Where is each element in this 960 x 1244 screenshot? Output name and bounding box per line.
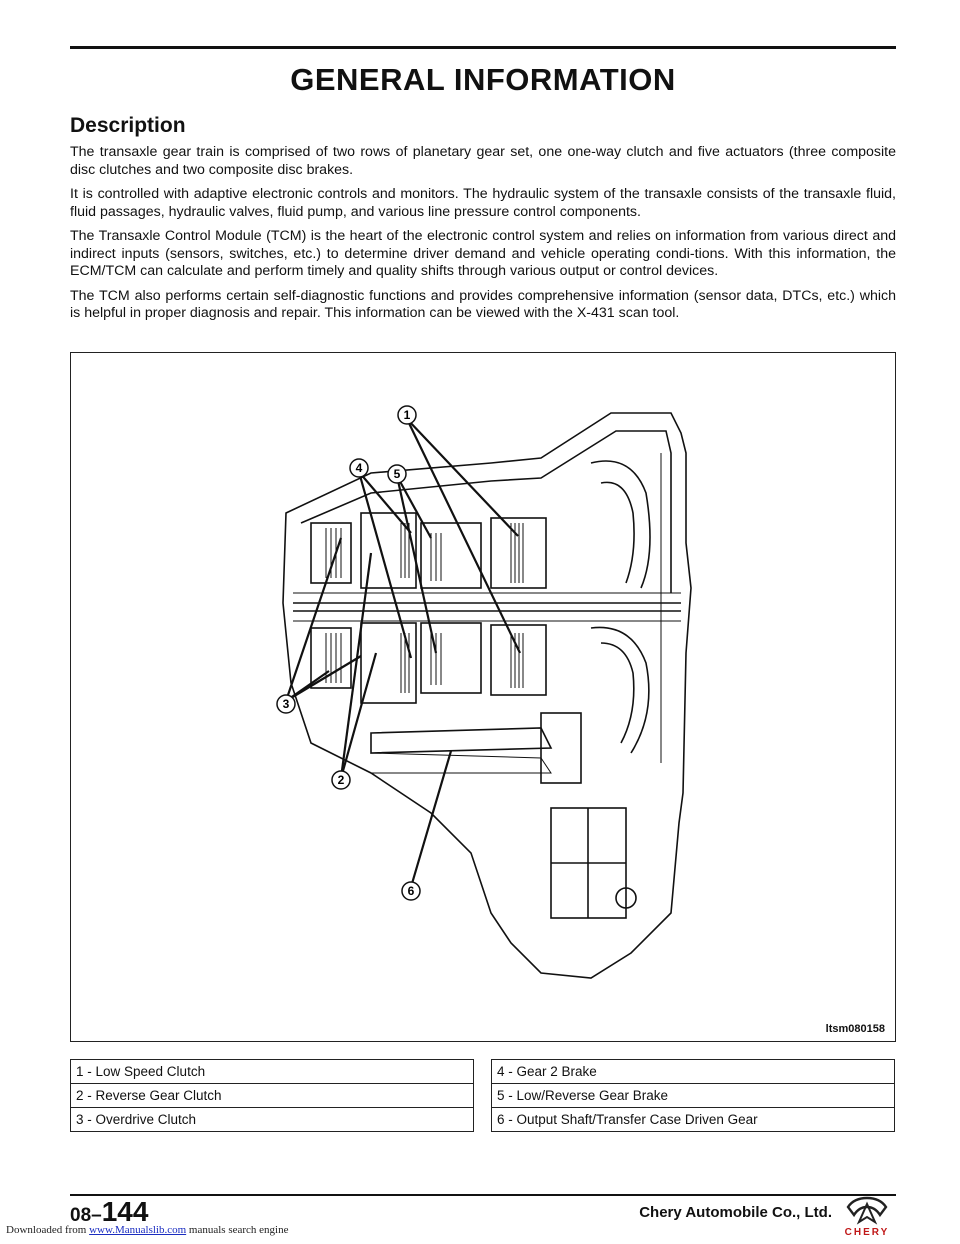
company-name: Chery Automobile Co., Ltd. bbox=[639, 1204, 832, 1221]
legend-item: 2 - Reverse Gear Clutch bbox=[71, 1084, 474, 1108]
top-rule bbox=[70, 46, 896, 49]
paragraph: The transaxle gear train is comprised of two rows of planetary gear set, one one-way clutch and five actuators (three composite disc clutches and two composite disc brakes. bbox=[70, 144, 896, 178]
paragraph: The TCM also performs certain self-diagnostic functions and provides comprehensive information (sensor data, DTCs, etc.) which is helpful in proper diagnosis and repair. This information can be viewed with the X-431 scan tool. bbox=[70, 287, 896, 321]
manualslib-link[interactable]: www.Manualslib.com bbox=[89, 1224, 187, 1236]
callout-label-2: 2 bbox=[337, 773, 345, 787]
callout-label-1: 1 bbox=[403, 408, 411, 422]
chery-logo-text: CHERY bbox=[844, 1227, 890, 1238]
callout-label-5: 5 bbox=[393, 467, 401, 481]
section-number: 08– bbox=[70, 1205, 102, 1226]
callout-label-6: 6 bbox=[407, 884, 415, 898]
paragraph: It is controlled with adaptive electronic controls and monitors. The hydraulic system of the transaxle consists of the transaxle fluid, fluid passages, hydraulic valves, fluid pump, and various line pressure control components. bbox=[70, 186, 896, 220]
page-num: 144 bbox=[101, 1196, 149, 1227]
bottom-rule bbox=[70, 1194, 896, 1196]
legend-item: 3 - Overdrive Clutch bbox=[71, 1108, 474, 1132]
page-title: GENERAL INFORMATION bbox=[290, 62, 676, 97]
legend-item: 1 - Low Speed Clutch bbox=[71, 1060, 474, 1084]
description-text bbox=[70, 144, 896, 330]
paragraph: The Transaxle Control Module (TCM) is the heart of the electronic control system and relies on information from various direct and indirect inputs (sensors, switches, etc.) to determine driver demand and vehicle operating condi-tions. With this information, the ECM/TCM can calculate and perform timely and quality shifts through various output or control devices. bbox=[70, 228, 896, 279]
transaxle-figure bbox=[70, 352, 896, 1042]
callout-label-4: 4 bbox=[355, 461, 363, 475]
legend-item: 6 - Output Shaft/Transfer Case Driven Gear bbox=[492, 1108, 895, 1132]
legend-table-right bbox=[491, 1059, 895, 1132]
legend-item: 5 - Low/Reverse Gear Brake bbox=[492, 1084, 895, 1108]
download-note: Downloaded from www.Manualslib.com manuals search engine bbox=[6, 1224, 289, 1236]
callout-label-3: 3 bbox=[282, 697, 290, 711]
section-heading: Description bbox=[70, 114, 186, 137]
transaxle-cutaway-drawing bbox=[71, 353, 897, 1043]
legend-item: 4 - Gear 2 Brake bbox=[492, 1060, 895, 1084]
legend-table-left bbox=[70, 1059, 474, 1132]
figure-id: ltsm080158 bbox=[825, 1023, 885, 1035]
chery-logo bbox=[836, 1195, 898, 1244]
chery-logo-icon bbox=[848, 1198, 886, 1222]
